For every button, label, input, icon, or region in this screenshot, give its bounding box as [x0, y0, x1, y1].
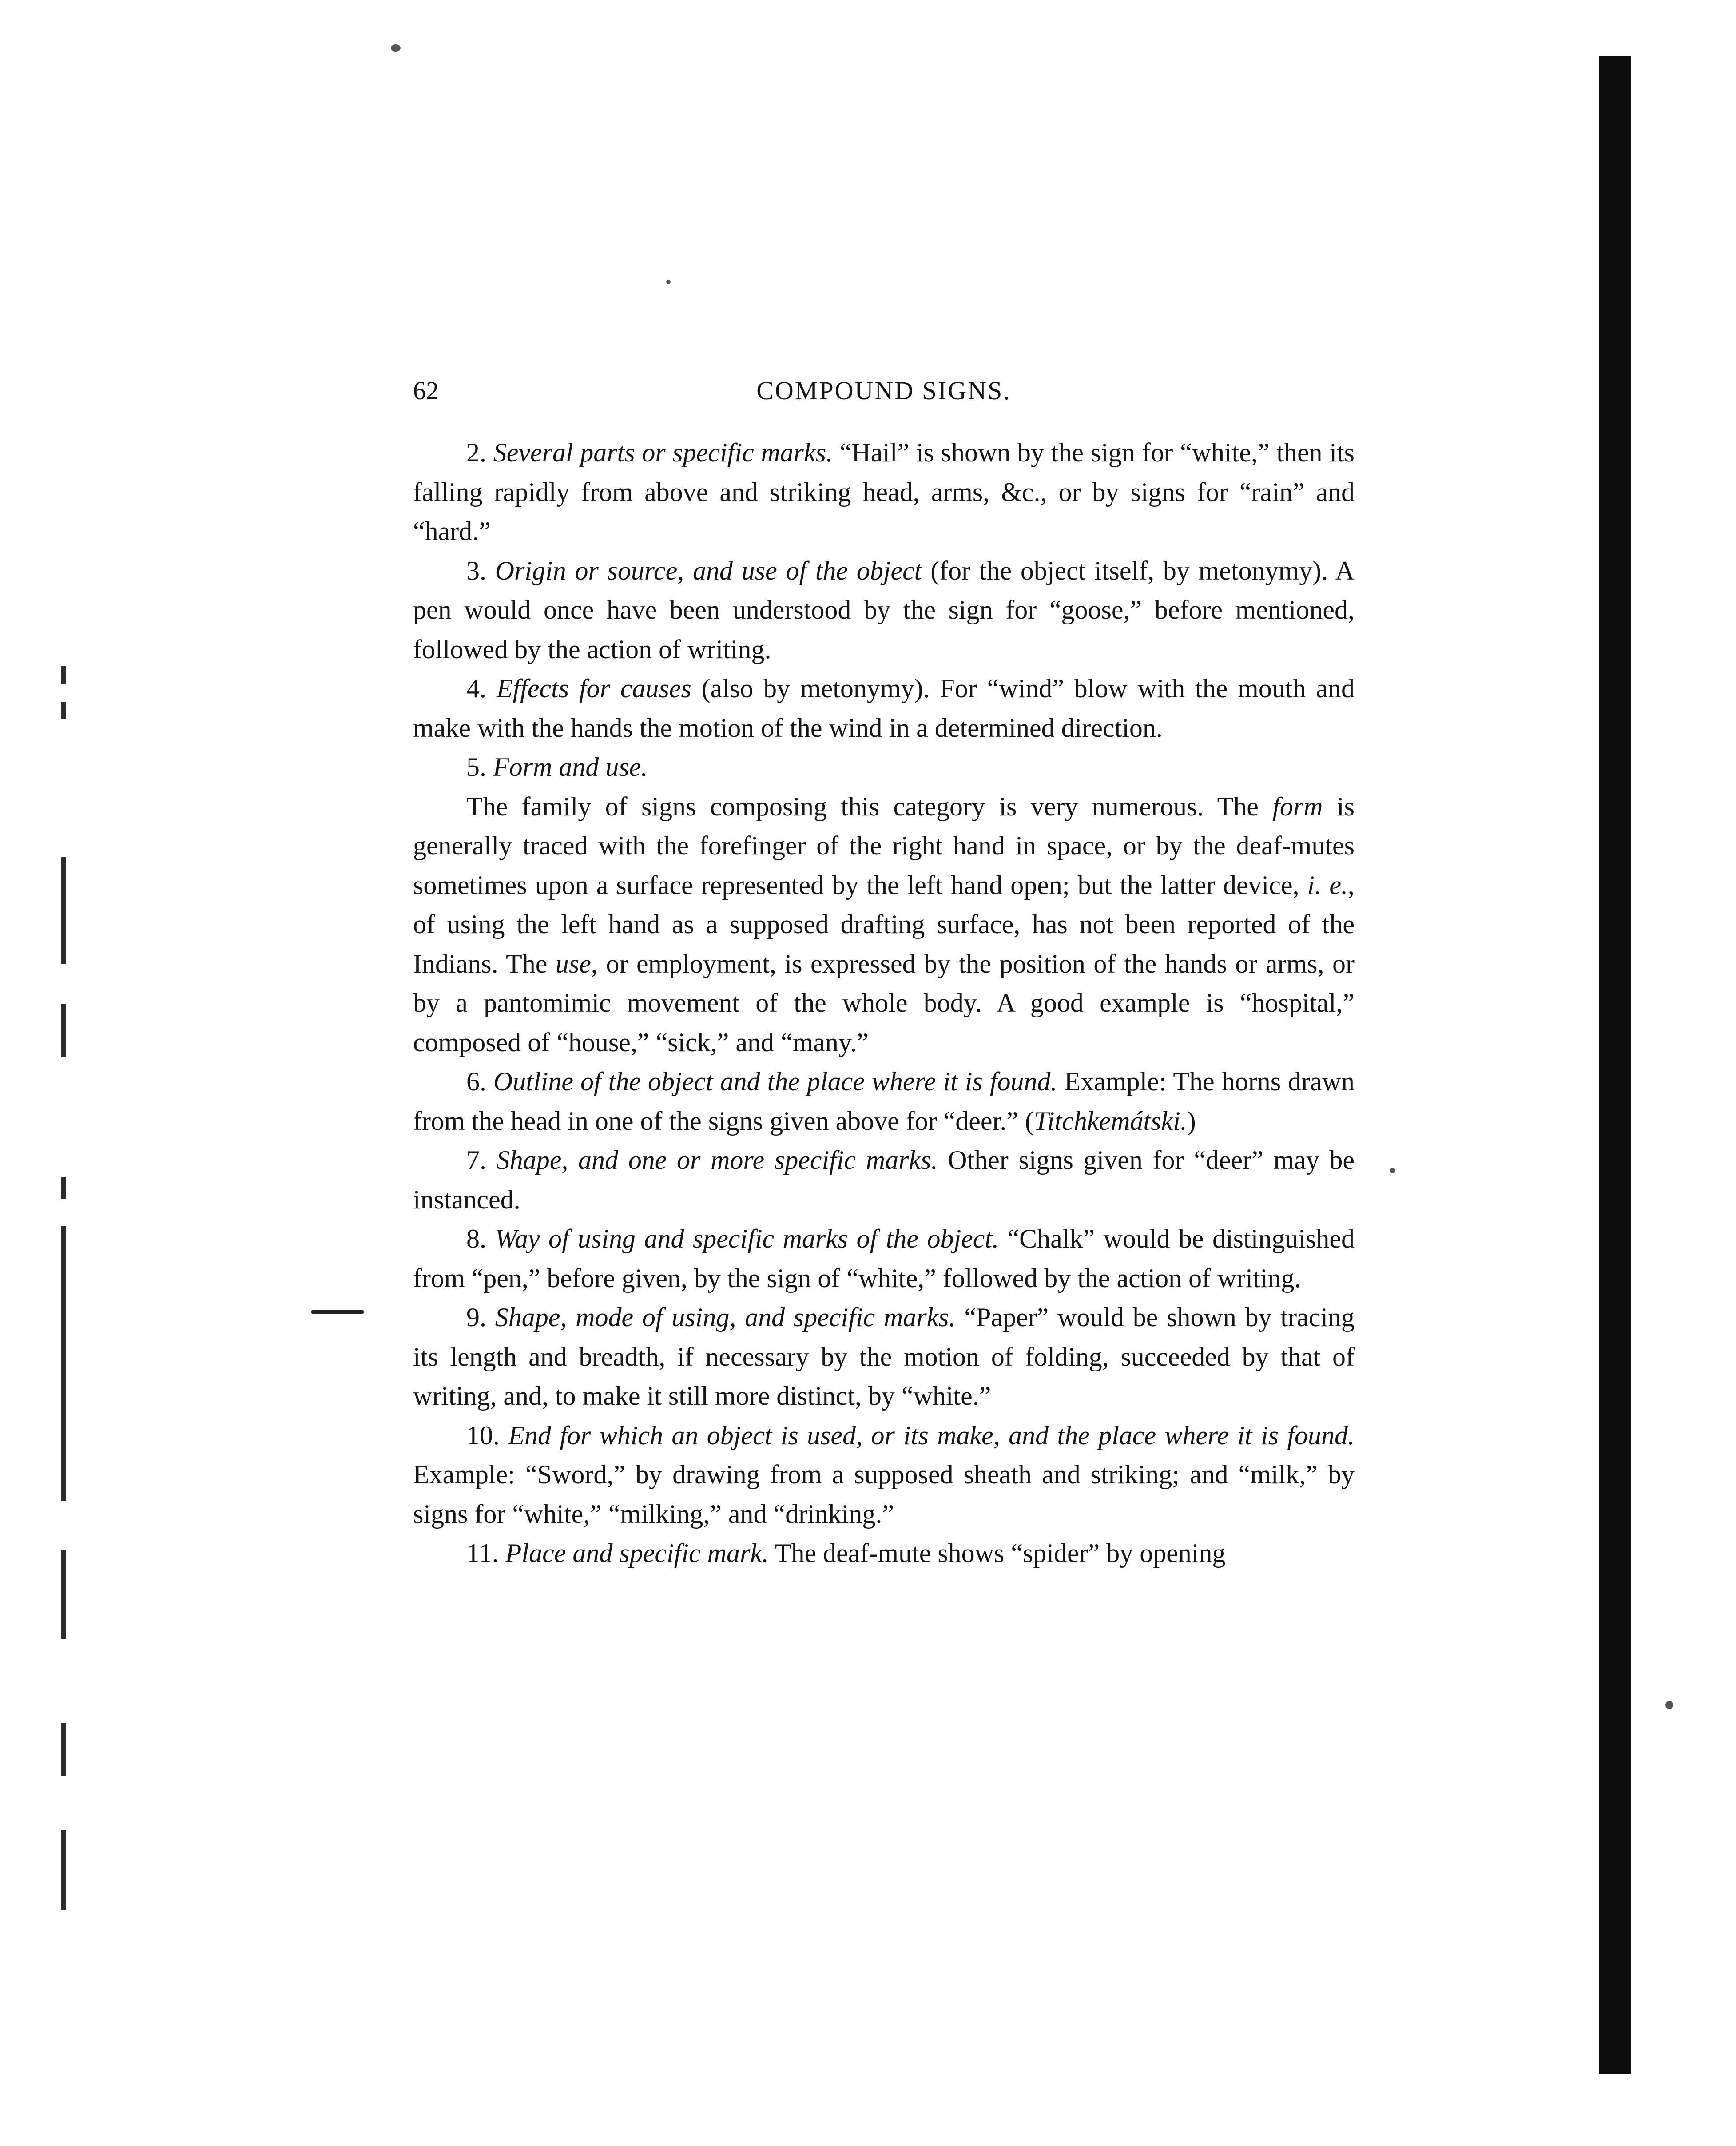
- scan-speck: [1390, 1168, 1395, 1173]
- paragraph-11: 11. Place and specific mark. The deaf-mute shows “spider” by opening: [466, 1538, 1226, 1568]
- scan-mark: [61, 1226, 66, 1501]
- paragraph-10: 10. End for which an object is used, or its make, and the place where it is found. Example: “Sword,” by drawing from a supposed sheath and striking; and “milk,” by signs for “white,” “milking,” and “drinking.”: [413, 1420, 1355, 1529]
- scan-mark: [61, 1550, 66, 1639]
- paragraph-7: 7. Shape, and one or more specific marks. Other signs given for “deer” may be instanced.: [413, 1145, 1355, 1214]
- scan-mark: [61, 1177, 66, 1199]
- running-head: COMPOUND SIGNS.: [756, 376, 1011, 405]
- paragraph-5: 5. Form and use.: [466, 752, 648, 782]
- scan-speck: [666, 280, 671, 284]
- paragraph-3: 3. Origin or source, and use of the object (for the object itself, by metonymy). A pen would once have been understood by the sign for “goose,” before mentioned, followed by the action of writing.: [413, 556, 1355, 664]
- paragraph-6: 6. Outline of the object and the place where it is found. Example: The horns drawn from the head in one of the signs given above for “deer.” (Titchkemátski.): [413, 1067, 1355, 1136]
- scan-mark: [61, 857, 66, 964]
- scan-speck: [1665, 1701, 1673, 1709]
- scan-mark: [61, 1830, 66, 1910]
- paragraph-4: 4. Effects for causes (also by metonymy). For “wind” blow with the mouth and make with the hands the motion of the wind in a determined direction.: [413, 674, 1355, 743]
- scan-mark: [61, 1723, 66, 1776]
- scan-mark: [61, 1004, 66, 1057]
- page-header: [413, 373, 1355, 409]
- left-margin-scan-marks: [53, 666, 98, 1954]
- scan-speck: [391, 44, 401, 52]
- paragraph-8: 8. Way of using and specific marks of the object. “Chalk” would be distinguished from “pen,” before given, by the sign of “white,” followed by the action of writing.: [413, 1224, 1355, 1293]
- paragraph-2: 2. Several parts or specific marks. “Hail” is shown by the sign for “white,” then its falling rapidly from above and striking head, arms, &c., or by signs for “rain” and “hard.”: [413, 438, 1355, 546]
- scan-speck: [311, 1310, 364, 1314]
- paragraph-form-and-use: The family of signs composing this category is very numerous. The form is generally traced with the forefinger of the right hand in space, or by the deaf-mutes sometimes upon a surface represented by the left hand open; but the latter device, i. e., of using the left hand as a supposed drafting surface, has not been reported of the Indians. The use, or employment, is expressed by the position of the hands or arms, or by a pantomimic movement of the whole body. A good example is “hospital,” composed of “house,” “sick,” and “many.”: [413, 791, 1355, 1057]
- body-text: [413, 433, 1355, 1573]
- page-number: 62: [413, 376, 439, 405]
- scan-mark: [61, 702, 66, 719]
- paragraph-9: 9. Shape, mode of using, and specific marks. “Paper” would be shown by tracing its length and breadth, if necessary by the motion of folding, succeeded by that of writing, and, to make it still more distinct, by “white.”: [413, 1303, 1355, 1411]
- scan-mark: [61, 666, 66, 684]
- binding-shadow-bar: [1599, 56, 1631, 2074]
